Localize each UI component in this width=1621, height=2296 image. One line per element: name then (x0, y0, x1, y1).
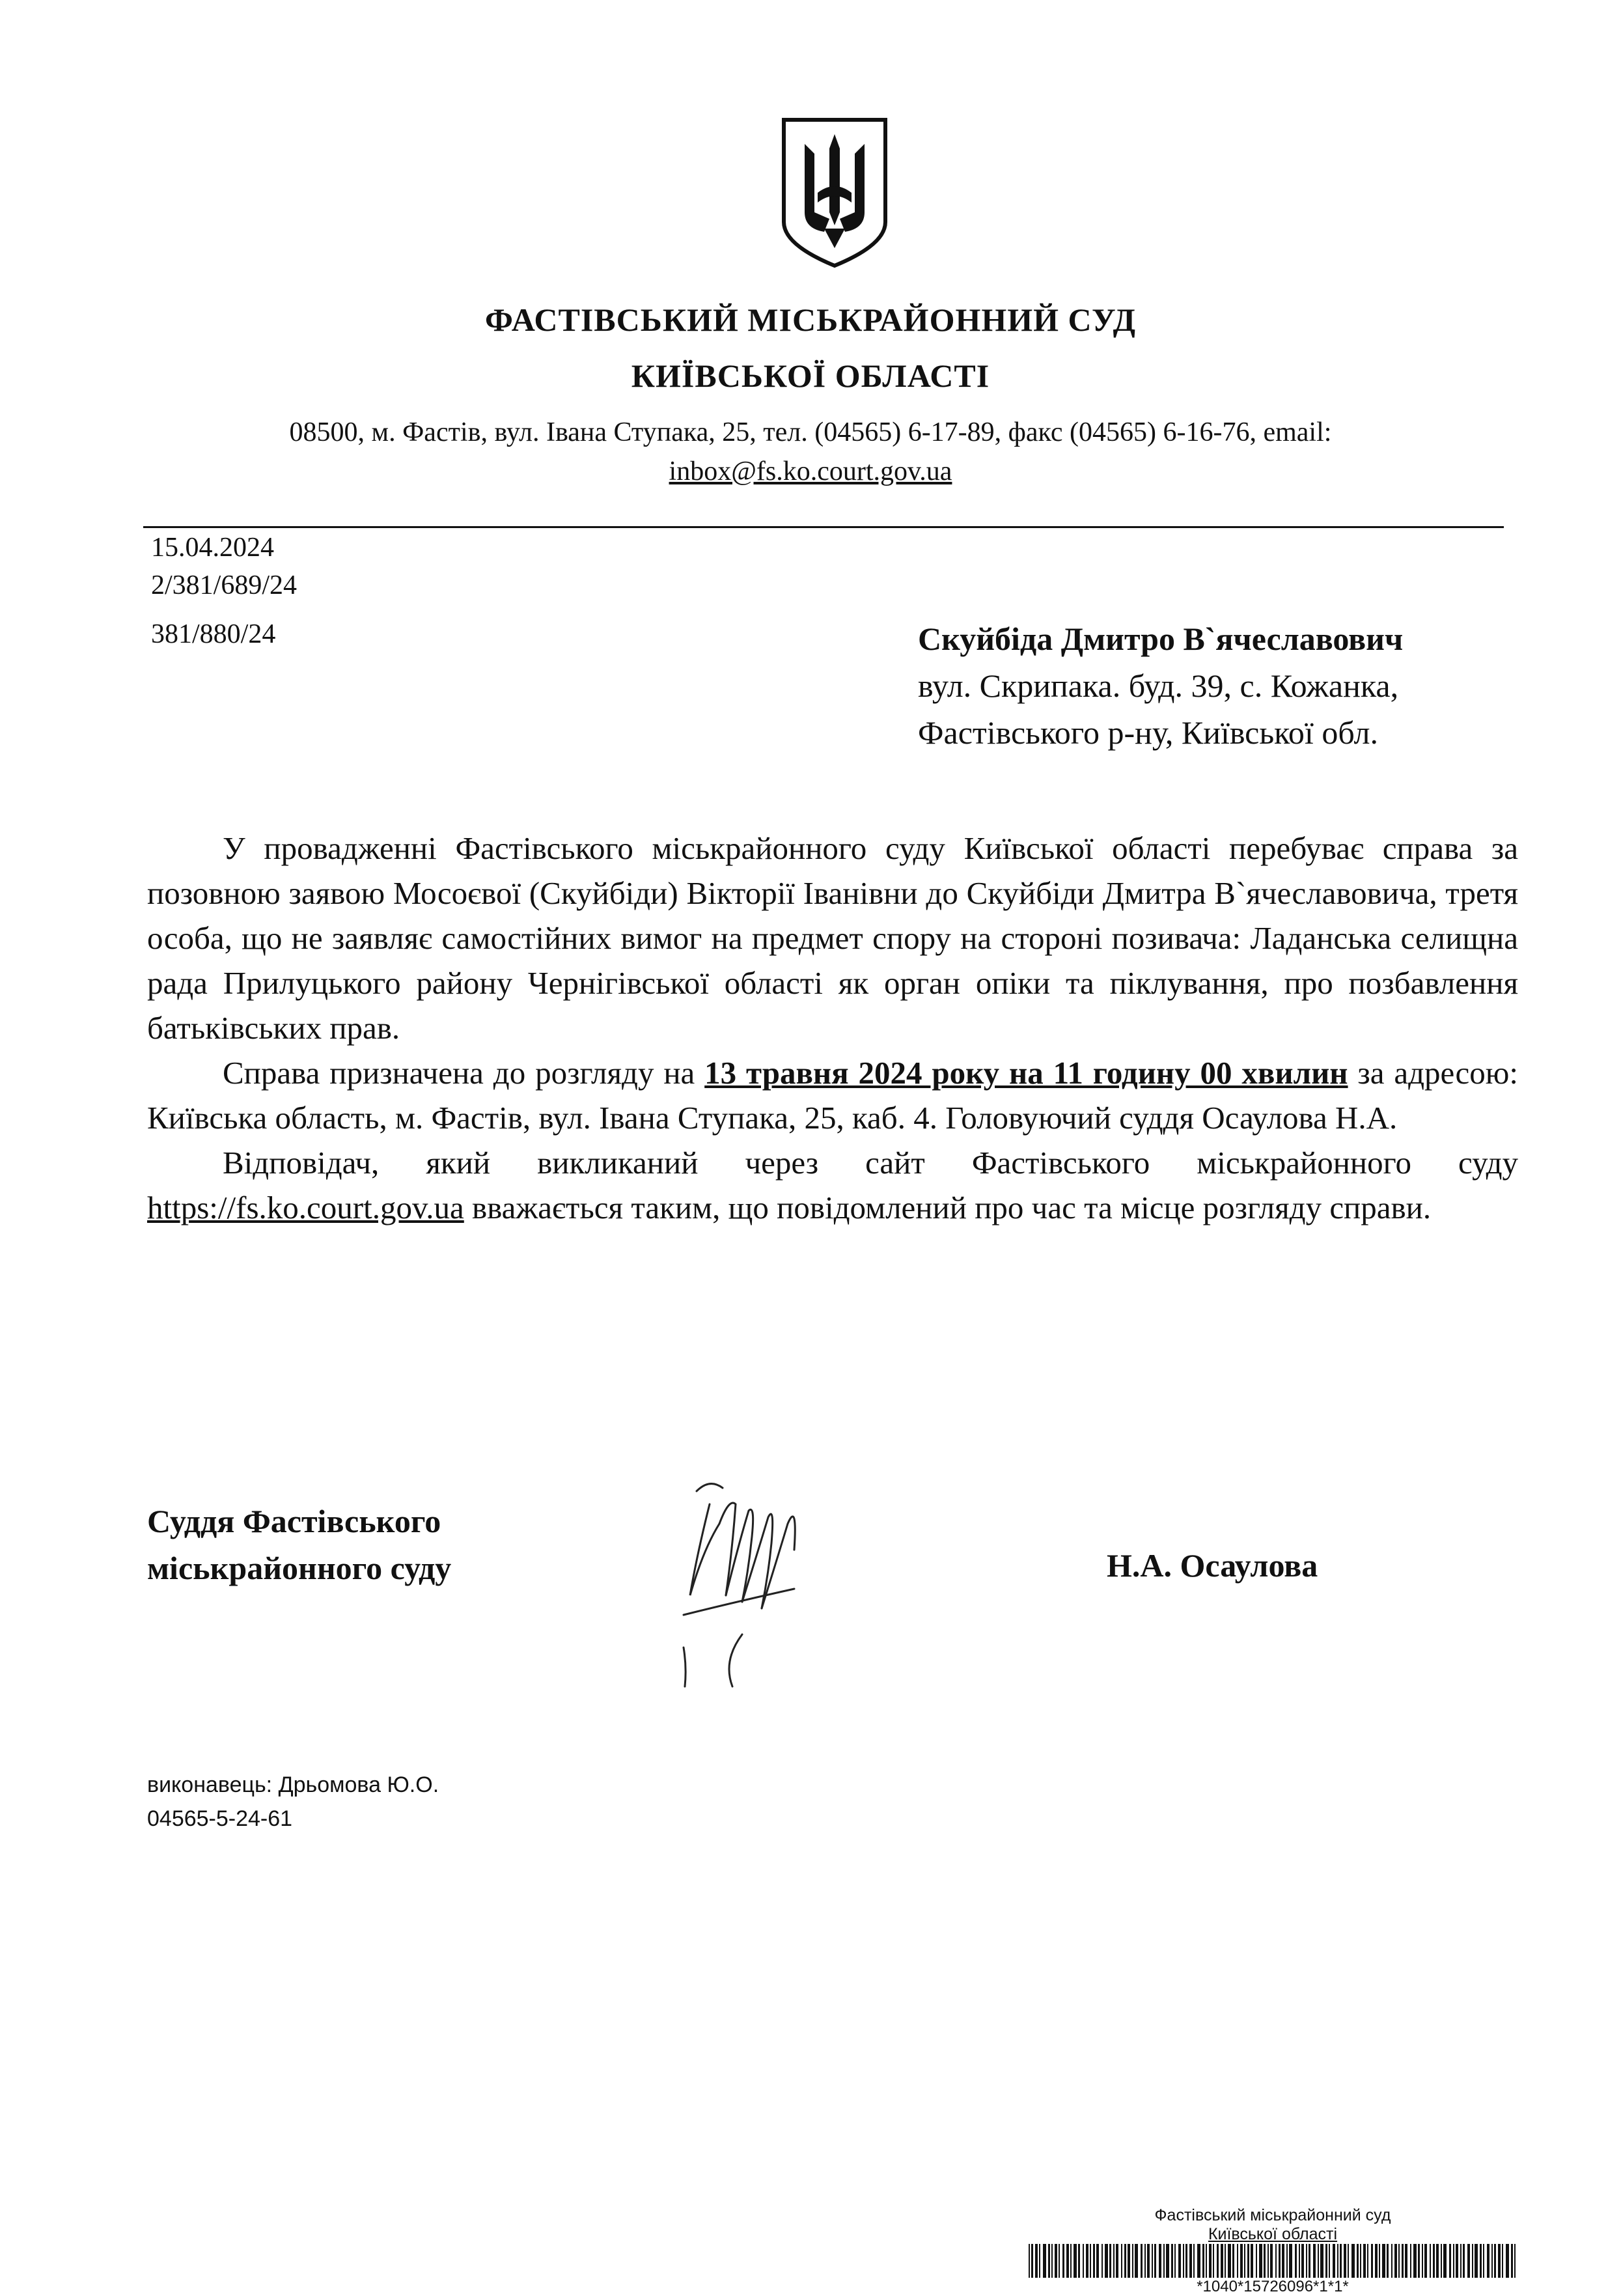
barcode-bar (1043, 2244, 1046, 2278)
barcode-bar (1206, 2244, 1207, 2278)
barcode-bar (1251, 2244, 1253, 2278)
barcode-bar (1066, 2244, 1069, 2278)
barcode-bar (1083, 2244, 1084, 2278)
barcode-bar (1487, 2244, 1489, 2278)
barcode-bar (1178, 2244, 1181, 2278)
barcode-bar (1391, 2244, 1392, 2278)
recipient-block (918, 615, 1403, 756)
barcode-bar (1031, 2244, 1033, 2278)
handwritten-signature (658, 1452, 872, 1713)
stamp-line1: Фастівський міськрайонний суд (1154, 2206, 1391, 2224)
barcode-bar (1379, 2244, 1380, 2278)
barcode-bar (1475, 2244, 1478, 2278)
barcode-bar (1055, 2244, 1057, 2278)
barcode-bar (1135, 2244, 1138, 2278)
barcode-bar (1209, 2244, 1212, 2278)
barcode-bar (1491, 2244, 1493, 2278)
barcode-bar (1398, 2244, 1400, 2278)
barcode-bar (1348, 2244, 1349, 2278)
barcode-bar (1460, 2244, 1462, 2278)
barcode-bar (1221, 2244, 1223, 2278)
barcode-bar (1449, 2244, 1451, 2278)
barcode-bar (1441, 2244, 1442, 2278)
barcode-bar (1270, 2244, 1273, 2278)
court-email-link[interactable]: inbox@fs.ko.court.gov.ua (669, 456, 952, 486)
barcode-bar (1301, 2244, 1304, 2278)
recipient-name: Скуйбіда Дмитро В`ячеславович (918, 621, 1404, 657)
barcode-bar (1382, 2244, 1385, 2278)
barcode-bar (1318, 2244, 1319, 2278)
barcode-bar (1070, 2244, 1072, 2278)
barcode-bar (1309, 2244, 1310, 2278)
barcode-bar (1394, 2244, 1397, 2278)
hearing-datetime: 13 травня 2024 року на 11 годину 00 хвилин (704, 1055, 1348, 1091)
barcode-bar (1154, 2244, 1156, 2278)
barcode-bar (1093, 2244, 1095, 2278)
barcode-bar (1306, 2244, 1307, 2278)
barcode-bar (1360, 2244, 1361, 2278)
notice-intro: Відповідач, який викликаний через сайт Фастівського міськрайонного суду (223, 1145, 1518, 1181)
barcode-bar (1197, 2244, 1200, 2278)
barcode-bar (1228, 2244, 1231, 2278)
court-email-wrap (0, 456, 1621, 487)
barcode-bar (1436, 2244, 1439, 2278)
executor-block (147, 1768, 439, 1836)
barcode-bar (1443, 2244, 1447, 2278)
barcode-bar (1333, 2244, 1335, 2278)
body-paragraph-2 (147, 1050, 1518, 1140)
barcode-bar (1074, 2244, 1077, 2278)
recipient-address-line2: Фастівського р-ну, Київської обл. (918, 714, 1378, 751)
judge-title-line1: Суддя Фастівського (147, 1503, 441, 1539)
barcode-bar (1132, 2244, 1133, 2278)
barcode-bar (1514, 2244, 1516, 2278)
barcode-bar (1237, 2244, 1238, 2278)
barcode-bar (1152, 2244, 1153, 2278)
barcode-bar (1418, 2244, 1420, 2278)
court-name-line1: ФАСТІВСЬКИЙ МІСЬКРАЙОННИЙ СУД (484, 301, 1137, 338)
barcode-bar (1363, 2244, 1366, 2278)
court-name-line2: КИЇВСЬКОЇ ОБЛАСТІ (631, 357, 990, 394)
barcode-bar (1329, 2244, 1330, 2278)
document-date: 15.04.2024 (151, 533, 274, 563)
barcode-bar (1101, 2244, 1103, 2278)
barcode-bar (1174, 2244, 1176, 2278)
body-paragraph-3 (147, 1140, 1518, 1230)
barcode-bar (1144, 2244, 1146, 2278)
document-ref-1: 2/381/689/24 (151, 570, 298, 600)
executor-name: виконавець: Дрьомова Ю.О. (147, 1772, 439, 1797)
barcode-icon (1029, 2244, 1517, 2278)
judge-title (147, 1498, 451, 1591)
barcode-bar (1456, 2244, 1458, 2278)
barcode-code: *1040*15726096*1*1* (1197, 2278, 1349, 2295)
barcode-bar (1282, 2244, 1284, 2278)
hearing-intro: Справа призначена до розгляду на (223, 1055, 705, 1091)
barcode-bar (1463, 2244, 1465, 2278)
barcode-bar (1163, 2244, 1165, 2278)
barcode-bar (1202, 2244, 1204, 2278)
barcode-bar (1289, 2244, 1292, 2278)
barcode-bar (1105, 2244, 1108, 2278)
barcode-bar (1275, 2244, 1277, 2278)
barcode-bar (1498, 2244, 1501, 2278)
barcode-bar (1424, 2244, 1427, 2278)
barcode-bar (1062, 2244, 1064, 2278)
barcode-bar (1502, 2244, 1503, 2278)
barcode-bar (1286, 2244, 1288, 2278)
barcode-bar (1433, 2244, 1435, 2278)
barcode-bar (1337, 2244, 1338, 2278)
court-website-link[interactable]: https://fs.ko.court.gov.ua (147, 1190, 464, 1225)
barcode-bar (1159, 2244, 1161, 2278)
barcode-bar (1256, 2244, 1257, 2278)
barcode-bar (1225, 2244, 1226, 2278)
barcode-bar (1344, 2244, 1346, 2278)
barcode-bar (1494, 2244, 1496, 2278)
barcode-bar (1232, 2244, 1234, 2278)
barcode-bar (1357, 2244, 1359, 2278)
barcode-bar (1048, 2244, 1050, 2278)
barcode-bar (1217, 2244, 1219, 2278)
barcode-bar (1096, 2244, 1099, 2278)
notice-end: вважається таким, що повідомлений про час та місце розгляду справи. (464, 1190, 1432, 1225)
barcode-bar (1313, 2244, 1316, 2278)
barcode-bar (1121, 2244, 1122, 2278)
recipient-address-line1: вул. Скрипака. буд. 39, с. Кожанка, (918, 667, 1399, 704)
barcode-bar (1185, 2244, 1187, 2278)
barcode-bar (1116, 2244, 1118, 2278)
barcode-bar (1086, 2244, 1088, 2278)
barcode-bar (1511, 2244, 1513, 2278)
barcode-bar (1467, 2244, 1470, 2278)
barcode-bar (1124, 2244, 1126, 2278)
judge-title-line2: міськрайонного суду (147, 1550, 452, 1586)
barcode-bar (1430, 2244, 1431, 2278)
barcode-bar (1193, 2244, 1195, 2278)
barcode-bar (1375, 2244, 1378, 2278)
barcode-bar (1506, 2244, 1509, 2278)
barcode-bar (1213, 2244, 1214, 2278)
letter-body (147, 826, 1518, 1230)
coat-of-arms-icon (779, 115, 891, 271)
barcode-bar (1109, 2244, 1111, 2278)
barcode-bar (1340, 2244, 1342, 2278)
barcode-bar (1413, 2244, 1417, 2278)
barcode-bar (1029, 2244, 1030, 2278)
barcode-bar (1171, 2244, 1173, 2278)
barcode-bar (1247, 2244, 1249, 2278)
barcode-bar (1325, 2244, 1327, 2278)
barcode-bar (1387, 2244, 1389, 2278)
barcode-bar (1183, 2244, 1184, 2278)
barcode-bar (1402, 2244, 1404, 2278)
stamp-line2: Київської області (1208, 2225, 1338, 2243)
barcode-bar (1059, 2244, 1060, 2278)
court-address: 08500, м. Фастів, вул. Івана Ступака, 25, тел. (04565) 6-17-89, факс (04565) 6-16-76, email: (289, 417, 1332, 447)
barcode-bar (1410, 2244, 1411, 2278)
barcode-bar (1166, 2244, 1169, 2278)
barcode-bar (1367, 2244, 1368, 2278)
barcode-bar (1299, 2244, 1300, 2278)
barcode-bar (1078, 2244, 1080, 2278)
barcode-bar (1295, 2244, 1297, 2278)
barcode-bar (1259, 2244, 1262, 2278)
barcode-bar (1244, 2244, 1245, 2278)
barcode-bar (1039, 2244, 1040, 2278)
barcode-bar (1371, 2244, 1373, 2278)
barcode-bar (1320, 2244, 1323, 2278)
barcode-bar (1483, 2244, 1484, 2278)
barcode-bar (1405, 2244, 1407, 2278)
barcode-bar (1268, 2244, 1269, 2278)
barcode-bar (1264, 2244, 1266, 2278)
hearing-address: за адресою: Київська область, м. Фастів, вул. Івана Ступака, 25, каб. 4. Головуючий суддя Осаулова Н.А. (147, 1055, 1518, 1136)
barcode-bar (1147, 2244, 1150, 2278)
body-paragraph-1: У провадженні Фастівського міськрайонного суду Київської області перебуває справа за позовною заявою Мосоєвої (Скуйбіди) Вікторії Іванівни до Скуйбіди Дмитра В`ячеславовича, третя особа, що не заявляє самостійних вимог на предмет спору на стороні позивача: Ладанська селищна рада Прилуцького району Чернігівської області як орган опіки та піклування, про позбавлення батьківських прав. (147, 830, 1518, 1046)
barcode-bar (1422, 2244, 1423, 2278)
barcode-bar (1189, 2244, 1192, 2278)
barcode-bar (1472, 2244, 1473, 2278)
document-ref-2: 381/880/24 (151, 619, 276, 649)
barcode-bar (1480, 2244, 1482, 2278)
barcode-bar (1051, 2244, 1053, 2278)
judge-name: Н.А. Осаулова (1107, 1547, 1318, 1584)
barcode-bar (1090, 2244, 1091, 2278)
barcode-bar (1141, 2244, 1143, 2278)
barcode-stamp (1029, 2206, 1517, 2296)
barcode-bar (1453, 2244, 1454, 2278)
barcode-bar (1240, 2244, 1243, 2278)
barcode-bar (1279, 2244, 1281, 2278)
barcode-bar (1035, 2244, 1038, 2278)
header-divider (143, 526, 1504, 528)
barcode-bar (1351, 2244, 1355, 2278)
barcode-bar (1128, 2244, 1130, 2278)
executor-phone: 04565-5-24-61 (147, 1806, 293, 1831)
barcode-bar (1113, 2244, 1115, 2278)
